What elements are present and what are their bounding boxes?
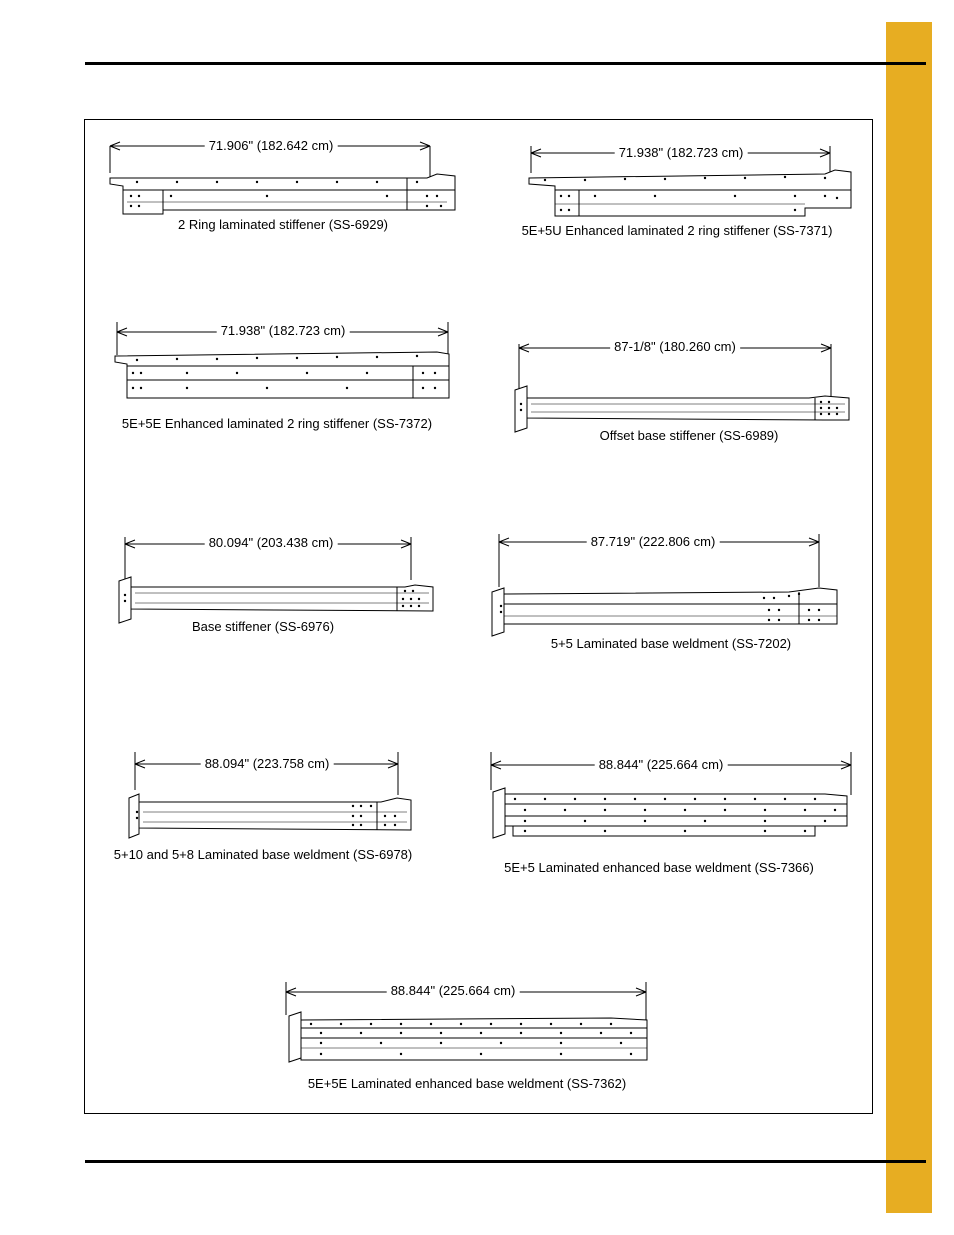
part-ss-6929	[107, 138, 457, 238]
part-caption: 2 Ring laminated stiffener (SS-6929)	[177, 217, 389, 232]
stiffener-drawing	[509, 342, 859, 432]
header-rule	[85, 62, 926, 65]
dimension-label: 88.844" (225.664 cm)	[595, 757, 728, 772]
part-caption: 5+5 Laminated base weldment (SS-7202)	[550, 636, 792, 651]
part-ss-6978	[113, 750, 461, 870]
dimension-label: 87.719" (222.806 cm)	[587, 534, 720, 549]
part-caption: Base stiffener (SS-6976)	[191, 619, 335, 634]
figure-frame	[84, 119, 873, 1114]
part-caption: 5E+5E Enhanced laminated 2 ring stiffener (SS-7372)	[121, 416, 433, 431]
part-ss-7372	[107, 320, 467, 440]
dimension-label: 88.844" (225.664 cm)	[387, 983, 520, 998]
dimension-label: 71.938" (182.723 cm)	[615, 145, 748, 160]
part-ss-7366	[485, 750, 865, 880]
part-ss-6989	[509, 339, 859, 452]
part-ss-7362	[281, 980, 661, 1100]
part-caption: 5E+5 Laminated enhanced base weldment (SS-7366)	[504, 860, 814, 875]
part-caption: 5+10 and 5+8 Laminated base weldment (SS-6978)	[113, 847, 413, 862]
part-caption: Offset base stiffener (SS-6989)	[599, 428, 779, 443]
chapter-tab	[886, 22, 932, 1213]
dimension-label: 71.938" (182.723 cm)	[217, 323, 350, 338]
part-caption: 5E+5U Enhanced laminated 2 ring stiffener (SS-7371)	[521, 223, 833, 238]
part-caption: 5E+5E Laminated enhanced base weldment (SS-7362)	[307, 1076, 627, 1091]
part-ss-6976	[115, 535, 445, 645]
footer-rule	[85, 1160, 926, 1163]
dimension-label: 87-1/8" (180.260 cm)	[610, 339, 740, 354]
dimension-label: 71.906" (182.642 cm)	[205, 138, 338, 153]
part-ss-7371	[505, 138, 865, 258]
part-ss-7202	[489, 532, 849, 662]
dimension-label: 80.094" (203.438 cm)	[205, 535, 338, 550]
dimension-label: 88.094" (223.758 cm)	[201, 756, 334, 771]
